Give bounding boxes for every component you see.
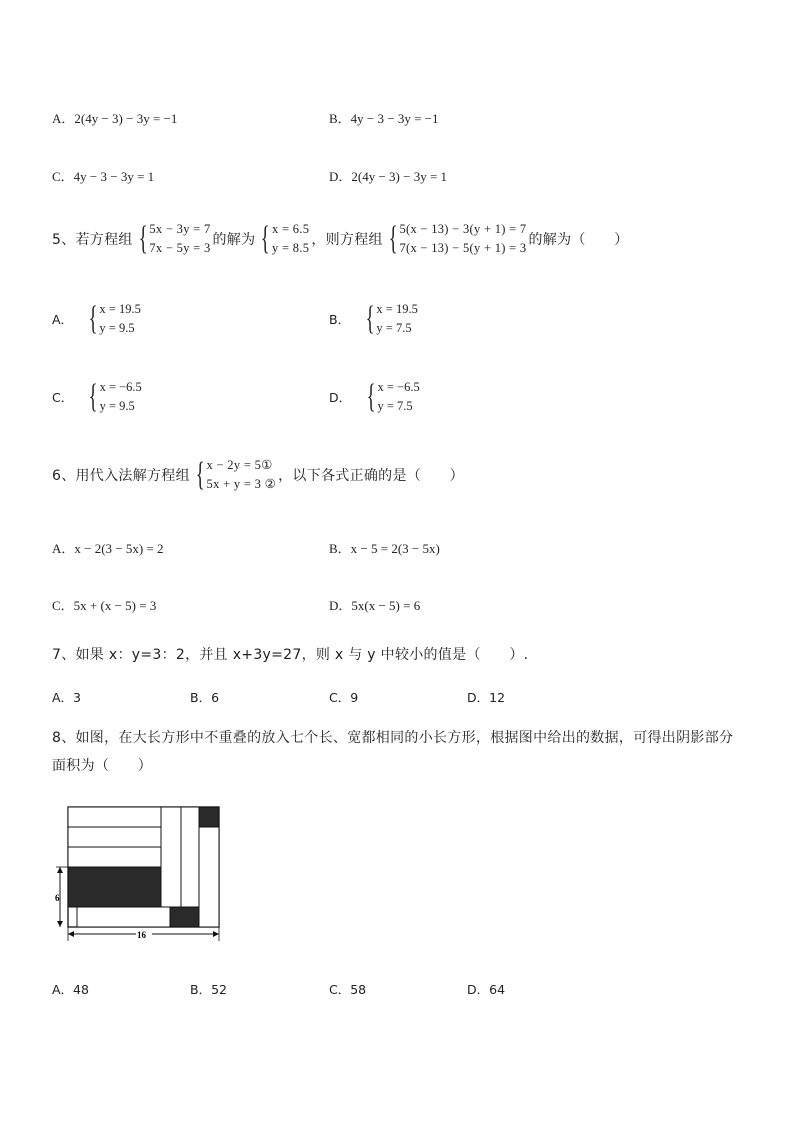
- q6-prefix: 6、用代入法解方程组: [52, 468, 190, 484]
- q5-sys2-eq2: 7(x − 13) − 5(y + 1) = 3: [399, 241, 527, 255]
- q5-prefix: 5、若方程组: [52, 232, 133, 248]
- q7-option-a: A．3: [52, 690, 82, 705]
- q7-option-d: D．12: [467, 690, 506, 705]
- q4-option-c: [52, 166, 154, 185]
- small-rect-3: [68, 847, 161, 867]
- q8-option-c: C．58: [329, 982, 367, 997]
- small-rect-bottom: [77, 907, 170, 927]
- q5-mid2: ，则方程组: [311, 232, 383, 248]
- q6-suffix: ，以下各式正确的是（ ）: [278, 468, 464, 484]
- q5-suffix: 的解为（ ）: [528, 232, 629, 248]
- small-rect-vert-2: [181, 807, 199, 907]
- q7-question: 7、如果 x：y=3：2，并且 x+3y=27，则 x 与 y 中较小的值是（ ）.: [52, 647, 529, 663]
- q6-eq1: x − 2y = 5①: [206, 458, 273, 472]
- q7-option-b: B．6: [190, 690, 220, 705]
- q5-sol1-x: x = 6.5: [272, 222, 310, 236]
- height-label: 6: [55, 893, 60, 903]
- q5-sys2-eq1: 5(x − 13) − 3(y + 1) = 7: [399, 222, 527, 236]
- q6-option-d: D．5x(x − 5) = 6: [329, 598, 421, 613]
- q4-option-a: [52, 108, 177, 127]
- q6-option-b: B．x − 5 = 2(3 − 5x): [329, 541, 440, 556]
- width-label: 16: [137, 930, 146, 940]
- small-rect-2: [68, 827, 161, 847]
- q6-question: [52, 456, 464, 494]
- q4-option-a-text: A．2(4y − 3) − 3y = −1: [52, 111, 178, 126]
- small-rect-1: [68, 807, 161, 827]
- small-rect-vert-3: [199, 827, 219, 927]
- q5-option-b: B． { x = 19.5 y = 7.5: [329, 300, 418, 337]
- q5-solution-1: { x = 6.5 y = 8.5: [261, 220, 310, 257]
- q5-system-1: { 5x − 3y = 7 7x − 5y = 3: [138, 220, 211, 257]
- q7-option-c: C．9: [329, 690, 359, 705]
- q5-sol1-y: y = 8.5: [272, 241, 310, 255]
- q5-option-a: A． { x = 19.5 y = 9.5: [52, 300, 141, 337]
- q5-option-d: D． { x = −6.5 y = 7.5: [329, 378, 420, 415]
- q5-question: [52, 220, 629, 258]
- q4-option-d-text: D．2(4y − 3) − 3y = 1: [329, 169, 448, 184]
- q4-option-b-text: B．4y − 3 − 3y = −1: [329, 111, 439, 126]
- q8-rectangle-figure: [52, 800, 227, 950]
- q5-option-c: C． { x = −6.5 y = 9.5: [52, 378, 142, 415]
- q4-option-b: [329, 108, 439, 127]
- shaded-corner-top-right: [199, 807, 219, 827]
- q8-question: 8、如图，在大长方形中不重叠的放入七个长、宽都相同的小长方形，根据图中给出的数据，可得出阴影部分面积为（ ）: [52, 730, 734, 774]
- q5-sys1-eq2: 7x − 5y = 3: [149, 241, 211, 255]
- q6-eq2: 5x + y = 3 ②: [206, 477, 277, 491]
- q6-option-c: C．5x + (x − 5) = 3: [52, 598, 157, 613]
- q8-option-a: A．48: [52, 982, 89, 997]
- q5-sys1-eq1: 5x − 3y = 7: [149, 222, 211, 236]
- q5-mid1: 的解为: [212, 232, 256, 248]
- q5-system-2: { 5(x − 13) − 3(y + 1) = 7 7(x − 13) − 5(y + 1) = 3: [388, 220, 527, 257]
- q6-option-a: A．x − 2(3 − 5x) = 2: [52, 541, 164, 556]
- q6-system: { x − 2y = 5① 5x + y = 3 ②: [195, 456, 277, 493]
- small-rect-vert-1: [161, 807, 181, 907]
- q4-option-d: [329, 166, 447, 185]
- shaded-bottom-middle: [170, 907, 199, 927]
- shaded-region-left: [68, 867, 161, 907]
- q8-option-b: B．52: [190, 982, 227, 997]
- q8-option-d: D．64: [467, 982, 506, 997]
- q4-option-c-text: C．4y − 3 − 3y = 1: [52, 169, 155, 184]
